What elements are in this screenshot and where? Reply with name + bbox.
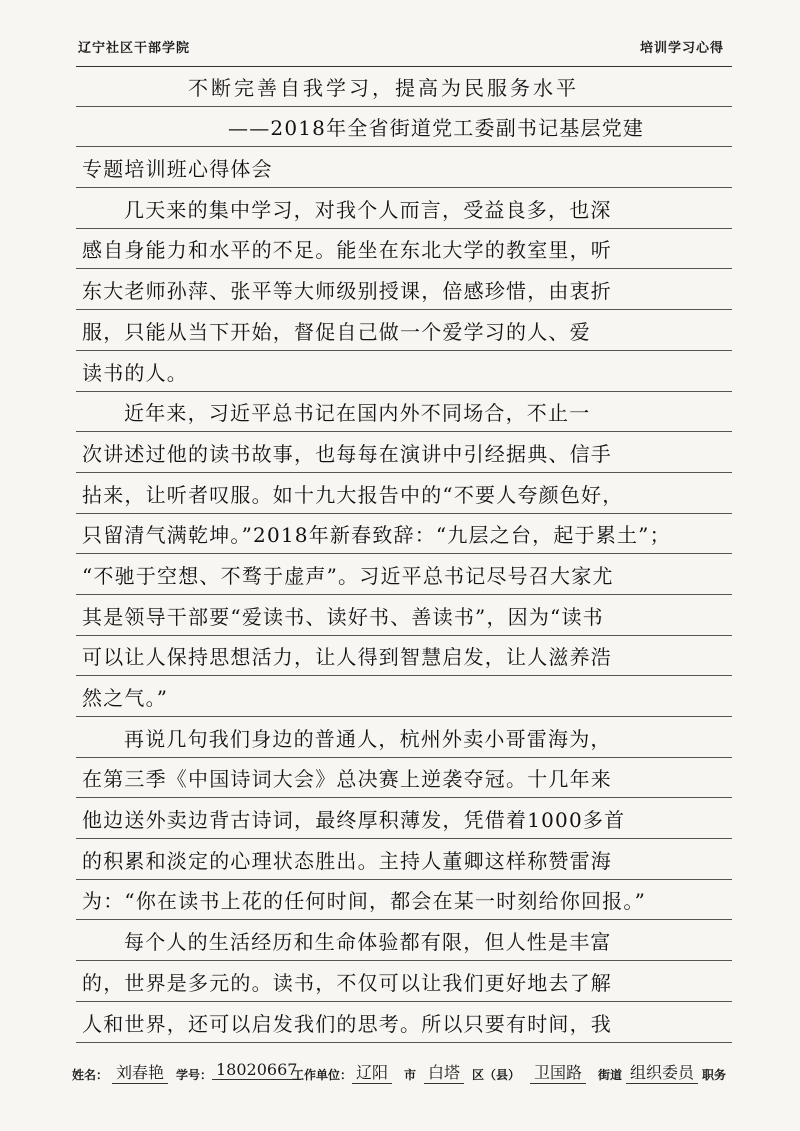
text-line: 服，只能从当下开始，督促自己做一个爱学习的人、爱 [76,310,732,351]
text-line: 其是领导干部要“爱读书、读好书、善读书”，因为“读书 [76,595,732,636]
text-line: “不驰于空想、不骛于虚声”。习近平总书记尽号召大家尤 [76,554,732,595]
text-line: 只留清气满乾坤。”2018年新春致辞：“九层之台，起于累土”； [76,514,732,555]
page-header [0,0,800,60]
text-line: 近年来，习近平总书记在国内外不同场合，不止一 [76,392,732,433]
text-line: 再说几句我们身边的普通人，杭州外卖小哥雷海为， [76,717,732,758]
institution-name: 辽宁社区干部学院 [78,41,191,56]
city-label: 市 [404,1068,417,1082]
position-label: 职务 [702,1068,727,1082]
essay-title: 不断完善自我学习，提高为民服务水平 [76,66,732,107]
text-line: 感自身能力和水平的不足。能坐在东北大学的教室里，听 [76,229,732,270]
text-line: 东大老师孙萍、张平等大师级别授课，倍感珍惜，由衷折 [76,269,732,310]
document-type: 培训学习心得 [639,41,724,56]
student-info-footer [0,1048,800,1088]
text-line: 为：“你在读书上花的任何时间，都会在某一时刻给你回报。” [76,880,732,921]
name-label: 姓名： [72,1068,109,1082]
text-line: 他边送外卖边背古诗词，最终厚积薄发，凭借着1000多首 [76,798,732,839]
street-value: 卫国路 [530,1060,586,1084]
street-label: 街道 [598,1068,623,1082]
text-line: 然之气。” [76,676,732,717]
text-line: 次讲述过他的读书故事，也每每在演讲中引经据典、信手 [76,432,732,473]
text-line: 的，世界是多元的。读书，不仅可以让我们更好地去了解 [76,961,732,1002]
text-line: 拈来，让听者叹服。如十九大报告中的“不要人夸颜色好， [76,473,732,514]
handwritten-body [76,66,732,1043]
text-line: 每个人的生活经历和生命体验都有限，但人性是丰富 [76,920,732,961]
name-value: 刘春艳 [112,1060,168,1084]
text-line: 几天来的集中学习，对我个人而言，受益良多，也深 [76,188,732,229]
city-value: 辽阳 [352,1060,392,1084]
text-line: 的积累和淡定的心理状态胜出。主持人董卿这样称赞雷海 [76,839,732,880]
text-line: 可以让人保持思想活力，让人得到智慧启发，让人滋养浩 [76,636,732,677]
essay-subtitle-cont: 专题培训班心得体会 [76,147,732,188]
student-id-value: 18020667 [212,1060,301,1080]
text-line: 人和世界，还可以启发我们的思考。所以只要有时间，我 [76,1002,732,1043]
text-line: 在第三季《中国诗词大会》总决赛上逆袭夺冠。十几年来 [76,758,732,799]
text-line: 读书的人。 [76,351,732,392]
district-label: 区（县） [472,1068,521,1082]
essay-subtitle: ——2018年全省街道党工委副书记基层党建 [76,107,732,148]
student-id-label: 学号： [176,1068,213,1082]
district-value: 白塔 [424,1060,464,1084]
position-value: 组织委员 [626,1060,698,1084]
work-unit-label: 工作单位： [292,1068,353,1082]
